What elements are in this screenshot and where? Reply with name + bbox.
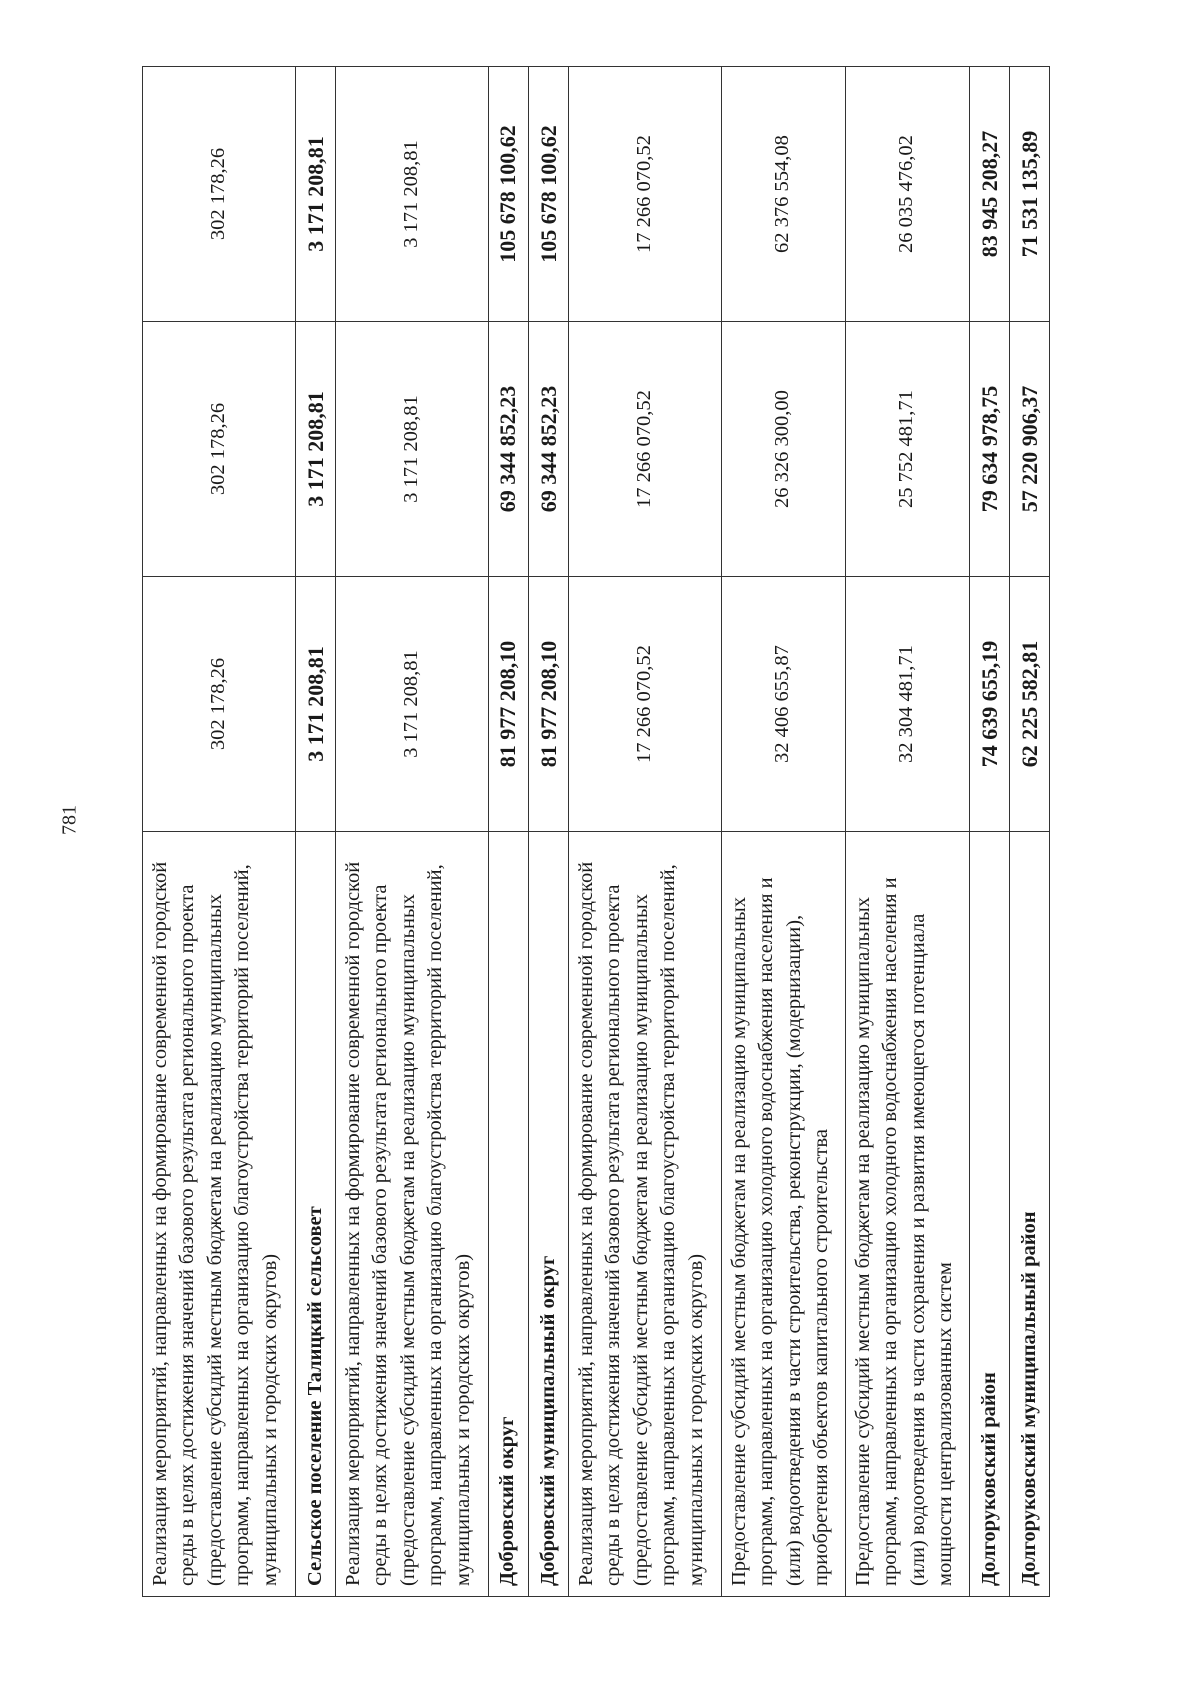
value-cell: 26 035 476,02: [845, 67, 969, 322]
value-cell: 81 977 208,10: [528, 577, 568, 832]
row-label: Реализация мероприятий, направленных на формирование современной городской среды в целях достижения значений базового результата регионального проекта (предоставление субсидий местным бюджетам на реализацию муниципальных программ, направленных на организацию благоустройства территорий поселений, муниципальных и городских округов): [335, 832, 488, 1597]
value-cell: 302 178,26: [143, 67, 296, 322]
value-cell: 3 171 208,81: [295, 67, 335, 322]
value-cell: 3 171 208,81: [335, 577, 488, 832]
rotated-page-content: [142, 67, 1050, 1597]
value-cell: 32 304 481,71: [845, 577, 969, 832]
value-cell: 3 171 208,81: [295, 322, 335, 577]
value-cell: 69 344 852,23: [528, 322, 568, 577]
table-row: [1009, 67, 1049, 1597]
table-row: [969, 67, 1009, 1597]
value-cell: 17 266 070,52: [568, 577, 721, 832]
value-cell: 81 977 208,10: [488, 577, 528, 832]
value-cell: 69 344 852,23: [488, 322, 528, 577]
row-label: Реализация мероприятий, направленных на формирование современной городской среды в целях достижения значений базового результата регионального проекта (предоставление субсидий местным бюджетам на реализацию муниципальных программ, направленных на организацию благоустройства территорий поселений, муниципальных и городских округов): [143, 832, 296, 1597]
value-cell: 17 266 070,52: [568, 67, 721, 322]
table-row: [568, 67, 721, 1597]
value-cell: 62 225 582,81: [1009, 577, 1049, 832]
page-number: 781: [58, 805, 81, 835]
row-label: Реализация мероприятий, направленных на формирование современной городской среды в целях достижения значений базового результата регионального проекта (предоставление субсидий местным бюджетам на реализацию муниципальных программ, направленных на организацию благоустройства территорий поселений, муниципальных и городских округов): [568, 832, 721, 1597]
budget-table: [142, 66, 1050, 1597]
value-cell: 26 326 300,00: [721, 322, 845, 577]
table-row: [845, 67, 969, 1597]
row-label: Предоставление субсидий местным бюджетам на реализацию муниципальных программ, направленных на организацию холодного водоснабжения населения и (или) водоотведения в части строительства, реконструкции, (модернизации), приобретения объектов капитального строительства: [721, 832, 845, 1597]
value-cell: 105 678 100,62: [528, 67, 568, 322]
table-row: [143, 67, 296, 1597]
table-row: [528, 67, 568, 1597]
table-row: [721, 67, 845, 1597]
row-label: Предоставление субсидий местным бюджетам на реализацию муниципальных программ, направленных на организацию холодного водоснабжения населения и (или) водоотведения в части сохранения и развития имеющегося потенциала мощности централизованных систем: [845, 832, 969, 1597]
value-cell: 83 945 208,27: [969, 67, 1009, 322]
table-row: [295, 67, 335, 1597]
row-label: Добровский округ: [488, 832, 528, 1597]
value-cell: 3 171 208,81: [335, 322, 488, 577]
table-row: [488, 67, 528, 1597]
value-cell: 71 531 135,89: [1009, 67, 1049, 322]
row-label: Сельское поселение Талицкий сельсовет: [295, 832, 335, 1597]
value-cell: 57 220 906,37: [1009, 322, 1049, 577]
value-cell: 3 171 208,81: [335, 67, 488, 322]
value-cell: 302 178,26: [143, 577, 296, 832]
table-row: [335, 67, 488, 1597]
value-cell: 74 639 655,19: [969, 577, 1009, 832]
value-cell: 62 376 554,08: [721, 67, 845, 322]
value-cell: 25 752 481,71: [845, 322, 969, 577]
value-cell: 302 178,26: [143, 322, 296, 577]
row-label: Долгоруковский район: [969, 832, 1009, 1597]
value-cell: 3 171 208,81: [295, 577, 335, 832]
row-label: Добровский муниципальный округ: [528, 832, 568, 1597]
value-cell: 32 406 655,87: [721, 577, 845, 832]
value-cell: 17 266 070,52: [568, 322, 721, 577]
value-cell: 105 678 100,62: [488, 67, 528, 322]
row-label: Долгоруковский муниципальный район: [1009, 832, 1049, 1597]
value-cell: 79 634 978,75: [969, 322, 1009, 577]
